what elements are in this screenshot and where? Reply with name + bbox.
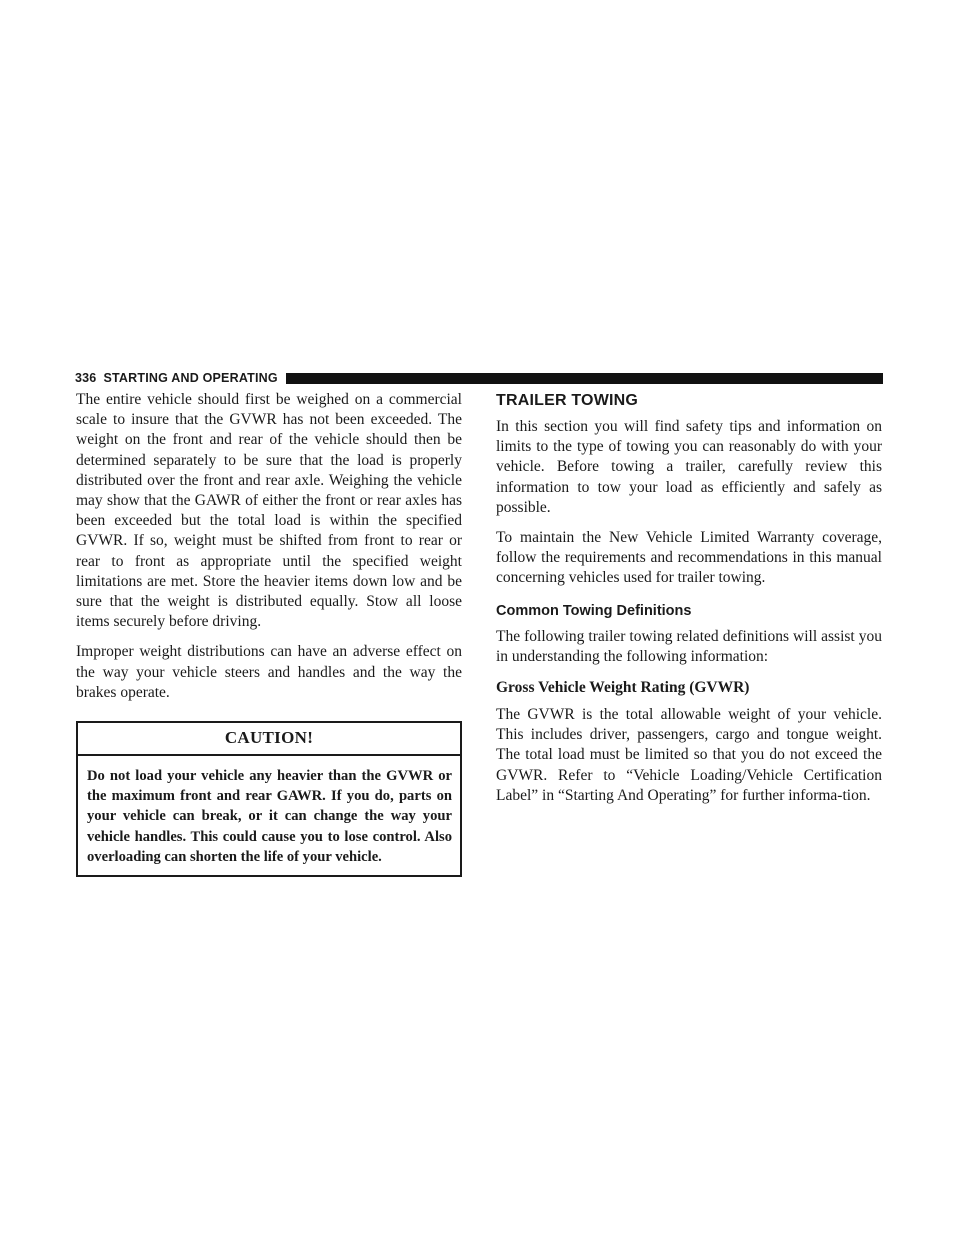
caution-text: Do not load your vehicle any heavier than the GVWR or the maximum front and rear GAWR. If you do, parts on your vehicle can break, or it can change the way your vehicle handles. This could cause you to lose control. Also overloading can shorten the life of your vehicle. <box>87 768 452 865</box>
definitions-subheading: Common Towing Definitions <box>496 602 692 619</box>
definitions-intro-paragraph: The following trailer towing related definitions will assist you in understanding the following information: <box>496 627 882 665</box>
page-header <box>75 370 883 386</box>
gvwr-heading: Gross Vehicle Weight Rating (GVWR) <box>496 679 750 697</box>
header-rule <box>286 373 883 384</box>
towing-intro-paragraph: In this section you will find safety tips and information on limits to the type of towing you can reasonably do with your vehicle. Before towing a trailer, carefully review this information to tow your load as efficiently and safely as possible. <box>496 418 882 516</box>
section-title: STARTING AND OPERATING <box>103 371 278 385</box>
gvwr-paragraph: The GVWR is the total allowable weight of your vehicle. This includes driver, passengers, cargo and tongue weight. The total load must be limited so that you do not exceed the GVWR. Refer to “Vehicle Loading/Vehicle Certification Label” in “Starting And Operating” for further informa-tion. <box>496 706 882 804</box>
trailer-towing-heading: TRAILER TOWING <box>496 392 639 409</box>
weight-distribution-paragraph: Improper weight distributions can have an adverse effect on the way your vehicle steers and handles and the way the brakes operate. <box>76 643 462 701</box>
caution-box <box>76 721 462 877</box>
page-number: 336 <box>75 371 97 385</box>
warranty-paragraph: To maintain the New Vehicle Limited Warranty coverage, follow the requirements and recommendations in this manual concerning vehicles used for trailer towing. <box>496 529 882 587</box>
caution-title: CAUTION! <box>78 723 460 756</box>
left-column <box>76 390 462 877</box>
right-column <box>496 390 882 816</box>
weighing-paragraph: The entire vehicle should first be weighed on a commercial scale to insure that the GVWR has not been exceeded. The weight on the front and rear of the vehicle should then be determined separately to be sure that the load is properly distributed over the front and rear axle. Weighing the vehicle may show that the GAWR of either the front or rear axles has been exceeded but the total load is within the specified GVWR. If so, weight must be shifted from front to rear or rear to front as appropriate until the specified weight limitations are met. Store the heavier items down low and be sure that the weight is distributed equally. Stow all loose items securely before driving. <box>76 391 462 631</box>
